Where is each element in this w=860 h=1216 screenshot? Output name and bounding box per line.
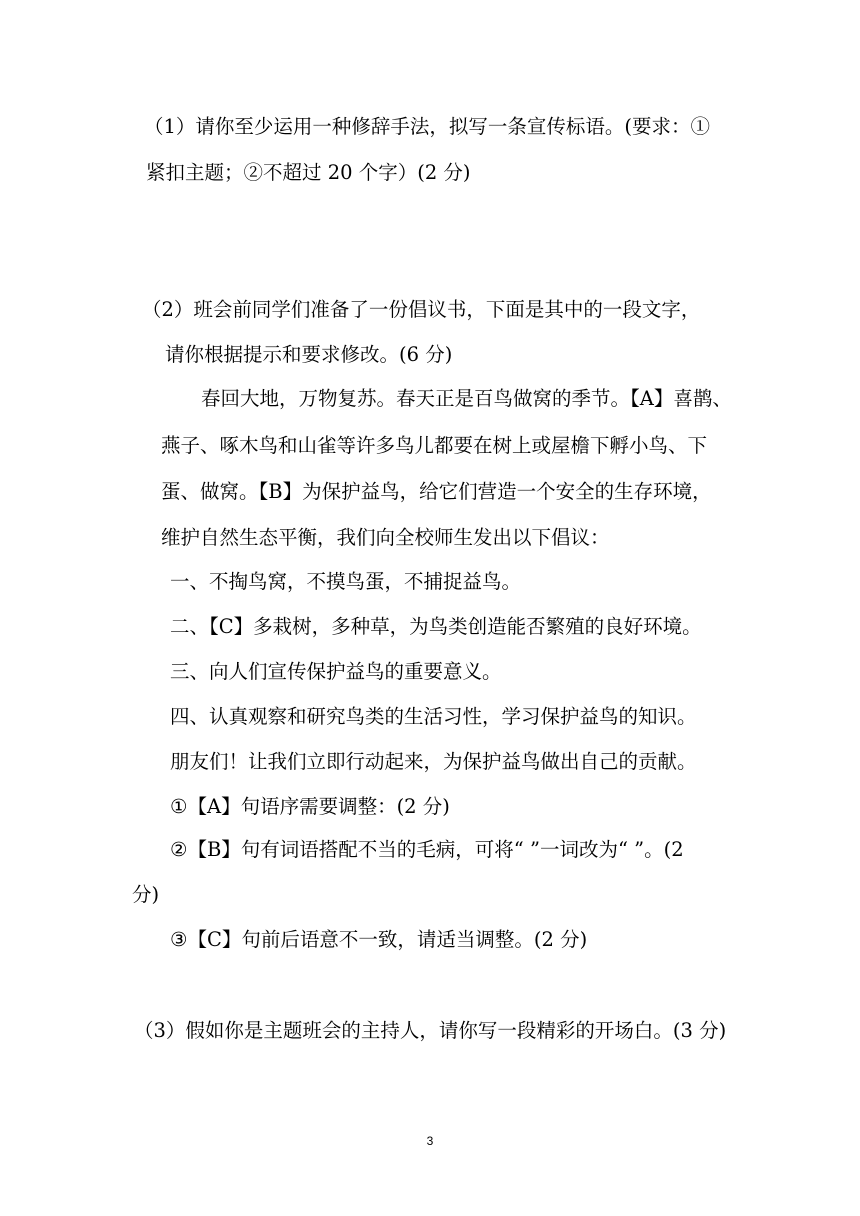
q2-text-line-1: （2）班会前同学们准备了一份倡议书，下面是其中的一段文字， — [142, 298, 701, 321]
q2-passage-line-3: 蛋、做窝。【B】为保护益鸟，给它们营造一个安全的生存环境， — [161, 480, 712, 503]
q1-text-line-2: 紧扣主题；②不超过 20 个字）(2 分) — [146, 161, 471, 184]
q2-sub-question-b-line-2: 分) — [132, 883, 160, 906]
q2-passage-line-2: 燕子、啄木鸟和山雀等许多鸟儿都要在树上或屋檐下孵小鸟、下 — [161, 434, 708, 457]
q2-item-1: 一、不掏鸟窝，不摸鸟蛋，不捕捉益鸟。 — [170, 570, 522, 593]
q2-item-4: 四、认真观察和研究鸟类的生活习性，学习保护益鸟的知识。 — [170, 705, 697, 728]
q2-sub-question-c: ③【C】句前后语意不一致，请适当调整。(2 分) — [170, 928, 588, 951]
q2-passage-line-1: 春回大地，万物复苏。春天正是百鸟做窝的季节。【A】喜鹊、 — [201, 387, 732, 410]
q2-item-2: 二、【C】多栽树，多种草，为鸟类创造能否繁殖的良好环境。 — [170, 615, 702, 638]
q2-item-3: 三、向人们宣传保护益鸟的重要意义。 — [170, 660, 502, 683]
q2-text-line-2: 请你根据提示和要求修改。(6 分) — [165, 343, 453, 366]
q2-sub-question-b-line-1: ②【B】句有词语搭配不当的毛病，可将“ ”一词改为“ ”。(2 — [170, 838, 684, 861]
q2-passage-line-4: 维护自然生态平衡，我们向全校师生发出以下倡议： — [161, 526, 610, 549]
page-number: 3 — [426, 1134, 434, 1148]
q2-sub-question-a: ①【A】句语序需要调整：(2 分) — [170, 795, 450, 818]
q2-closing-line: 朋友们！让我们立即行动起来，为保护益鸟做出自己的贡献。 — [170, 750, 697, 773]
q1-text-line-1: （1）请你至少运用一种修辞手法，拟写一条宣传标语。(要求：① — [144, 115, 711, 138]
q3-text-line-1: （3）假如你是主题班会的主持人，请你写一段精彩的开场白。(3 分) — [134, 1019, 727, 1042]
